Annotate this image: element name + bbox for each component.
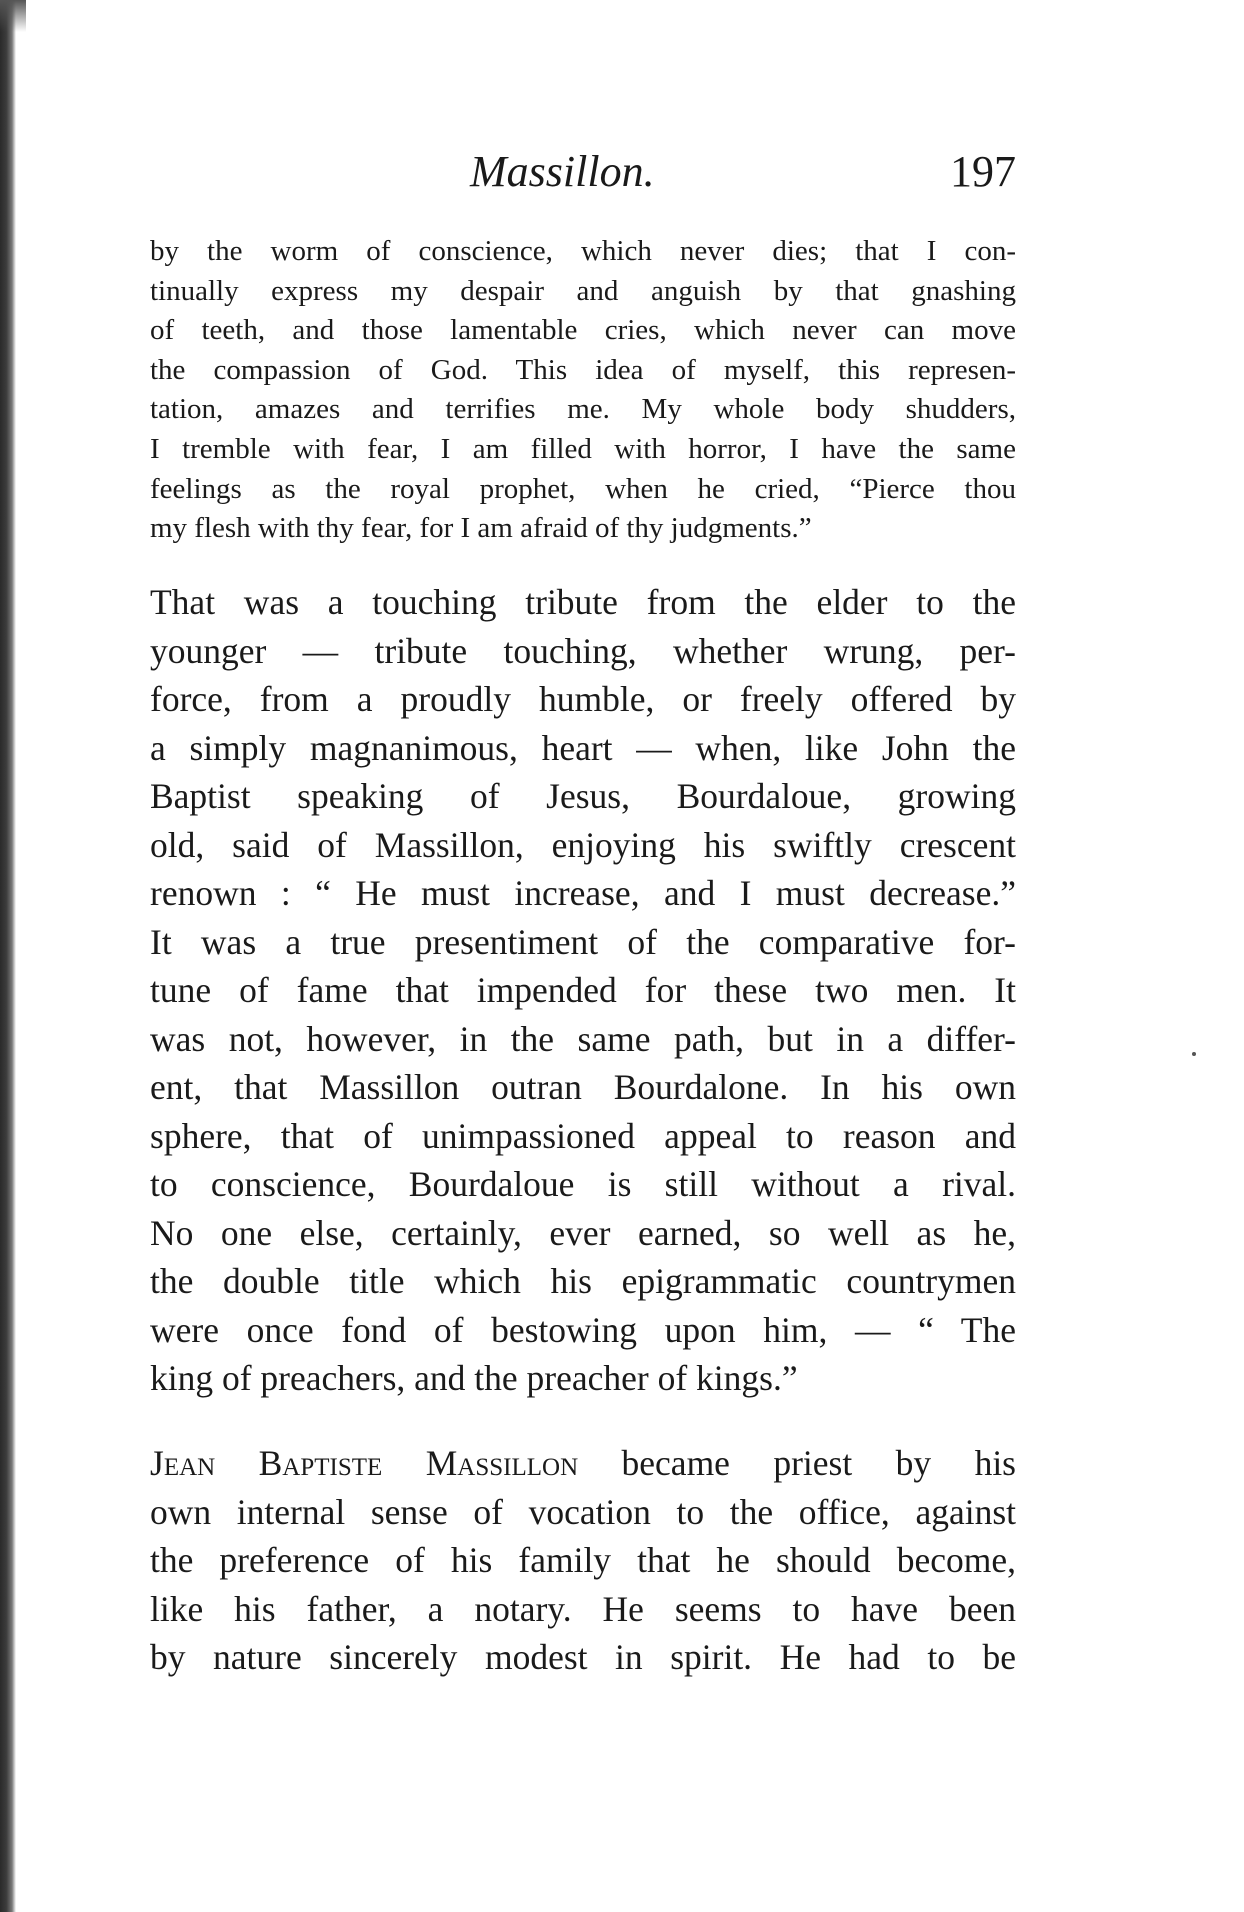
paragraph-line: No one else, certainly, ever earned, so well as he, [150,1212,1016,1253]
quote-line: tation, amazes and terrifies me. My whole body shudders, [150,393,1016,426]
block-quote [150,232,1016,549]
quote-line: my flesh with thy fear, for I am afraid of thy judgments.” [150,512,812,545]
quote-line: by the worm of conscience, which never dies; that I con- [150,235,1016,267]
paragraph-line: by nature sincerely modest in spirit. He had to be [150,1637,1016,1677]
quote-line: tinually express my despair and anguish by that gnashing [150,274,1016,307]
first-line-rest: became priest by his [621,1443,1016,1483]
paragraph-line: force, from a proudly humble, or freely offered by [150,679,1016,719]
paragraph-line: sphere, that of unimpassioned appeal to reason and [150,1115,1016,1156]
lead-name: Jean Baptiste Massillon [150,1443,579,1483]
paragraph-line: was not, however, in the same path, but in a differ- [150,1018,1016,1059]
quote-line: I tremble with fear, I am filled with horror, I have the same [150,432,1016,465]
quote-line: feelings as the royal prophet, when he cried, “Pierce thou [150,472,1016,505]
page-header [150,140,1016,204]
page-number: 197 [950,147,1016,196]
paragraph-line: old, said of Massillon, enjoying his swiftly crescent [150,824,1016,865]
scan-speck [1192,1052,1196,1056]
paragraph-line: tune of fame that impended for these two men. It [150,970,1016,1010]
paragraph-line: ent, that Massillon outran Bourdalone. In his own [150,1067,1016,1107]
paragraph-line: It was a true presentiment of the comparative for- [150,921,1016,962]
paragraph-line: That was a touching tribute from the elder to the [150,582,1016,622]
page-corner-shadow [0,0,26,32]
paragraph-first-line [150,1439,1016,1488]
quote-line: of teeth, and those lamentable cries, which never can move [150,314,1016,347]
paragraph-line: a simply magnanimous, heart — when, like John the [150,727,1016,768]
paragraph-line: the preference of his family that he should become, [150,1540,1016,1580]
paragraph-line: were once fond of bestowing upon him, — “ The [150,1309,1016,1350]
paragraph-line: to conscience, Bourdaloue is still without a rival. [150,1164,1016,1204]
paragraph-line: younger — tribute touching, whether wrung, per- [150,630,1016,671]
running-title: Massillon. [470,147,655,196]
paragraph-line: renown : “ He must increase, and I must decrease.” [150,873,1016,913]
paragraph-line: king of preachers, and the preacher of kings.” [150,1358,798,1398]
paragraph-line: own internal sense of vocation to the office, against [150,1491,1016,1532]
quote-line: the compassion of God. This idea of myself, this represen- [150,353,1016,386]
paragraph-line: Baptist speaking of Jesus, Bourdaloue, growing [150,776,1016,816]
paragraph-2 [150,1439,1016,1682]
page-gutter-shadow [0,0,16,1912]
paragraph-line: the double title which his epigrammatic countrymen [150,1261,1016,1301]
paragraph-1 [150,578,1016,1403]
paragraph-line: like his father, a notary. He seems to have been [150,1588,1016,1629]
